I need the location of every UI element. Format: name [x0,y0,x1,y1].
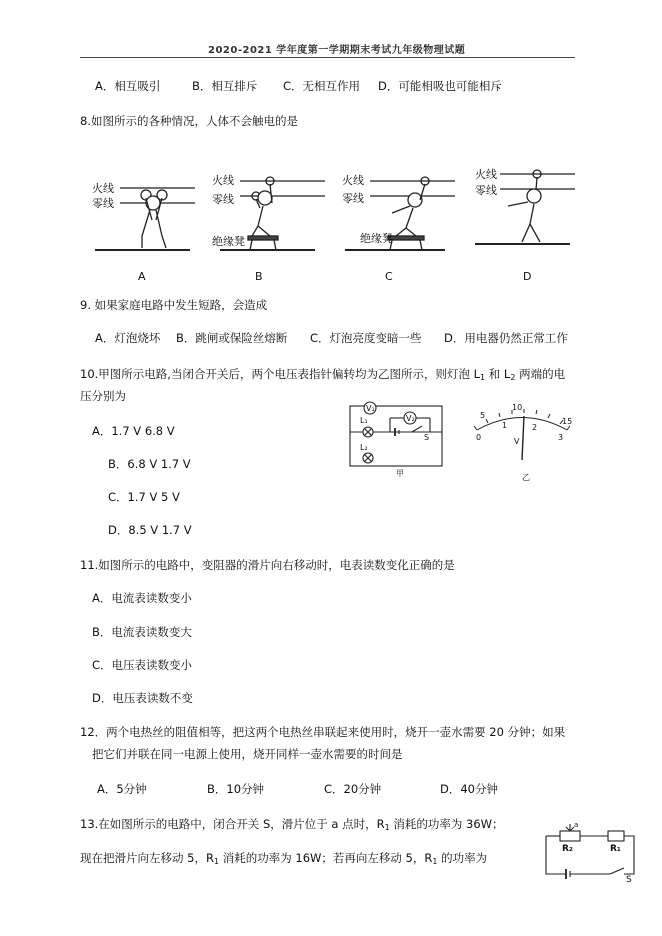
q9-option-a: A．灯泡烧坏 [95,331,161,345]
q10-meter-caption: 乙 [522,473,530,482]
fig-a-neutral-label: 零线 [92,197,114,210]
q7-option-c: C．无相互作用 [283,79,361,93]
q9-option-c: C．灯泡亮度变暗一些 [310,331,422,345]
fig-caption-c: C [385,270,393,283]
q13-r1-label: R₁ [610,844,621,854]
q7-option-d: D．可能相吸也可能相斥 [378,79,502,93]
q13-a-label: a [574,821,579,829]
q7-option-b: B．相互排斥 [192,79,258,93]
q10-l1-label: L₁ [360,416,368,425]
meter-tick-bottom-1: 1 [502,421,508,430]
fig-a-live-label: 火线 [92,182,114,195]
meter-tick-top-1: 10 [512,403,523,412]
q13-r2-label: R₂ [562,844,573,854]
q10-switch-label: S [424,433,430,442]
meter-tick-bottom-3: 3 [558,433,564,442]
meter-tick-bottom-2: 2 [532,423,538,432]
q11-option-a: A．电流表读数变小 [92,591,192,605]
fig-caption-a: A [138,270,146,283]
fig-c-neutral-label: 零线 [342,192,364,205]
q11-option-d: D．电压表读数不变 [92,691,193,705]
q10-option-a: A．1.7 V 6.8 V [92,424,175,438]
q10-stem: 10.甲图所示电路,当闭合开关后，两个电压表指针偏转均为乙图所示，则灯泡 $L_1$ 和 $L_2$ 两端的电 [80,367,566,382]
meter-tick-bottom-0: 0 [476,433,482,442]
header-rule [80,57,575,58]
q9-stem: 9. 如果家庭电路中发生短路，会造成 [80,298,268,312]
q10-circuit-caption: 甲 [396,469,404,478]
q9-option-b: B．跳闸或保险丝熔断 [176,331,288,345]
q9-option-d: D．用电器仍然正常工作 [444,331,568,345]
q11-option-b: B．电流表读数变大 [92,625,192,639]
q10-option-c: C．1.7 V 5 V [108,490,180,504]
fig-b-live-label: 火线 [212,174,234,187]
q10-option-d: D．8.5 V 1.7 V [108,523,192,537]
fig-d-neutral-label: 零线 [475,184,497,197]
q13-circuit-figure [538,818,642,884]
q10-voltmeter-figure [462,400,582,482]
q12-stem-line2: 把它们并联在同一电源上使用，烧开同样一壶水需要的时间是 [92,747,403,761]
page-header: 2020-2021 学年度第一学期期末考试九年级物理试题 [208,45,466,56]
q12-option-b: B．10分钟 [207,782,265,796]
q12-option-d: D．40分钟 [440,782,498,796]
fig-d-live-label: 火线 [475,168,497,181]
q11-option-c: C．电压表读数变小 [92,658,193,672]
fig-b-neutral-label: 零线 [212,193,234,206]
q10-v1-label: V₁ [366,404,375,413]
q10-v2-label: V₂ [406,414,415,423]
q10-stem-line2: 压分别为 [80,389,126,403]
q10-circuit-figure [340,398,450,480]
q13-stem-line1: 13.在如图所示的电路中，闭合开关 S，滑片位于 a 点时，$R_1$ 消耗的功率为 36W； [80,817,504,832]
q8-figure [80,158,580,288]
meter-unit: V [514,437,520,446]
fig-c-live-label: 火线 [342,174,364,187]
q10-option-b: B．6.8 V 1.7 V [108,457,191,471]
q8-stem: 8.如图所示的各种情况，人体不会触电的是 [80,114,298,128]
q10-l2-label: L₂ [360,443,368,452]
q13-stem-line2: 现在把滑片向左移动 5，$R_1$ 消耗的功率为 16W；若再向左移动 5，$R_1$ 的功率为 [80,851,488,866]
q12-stem-line1: 12．两个电热丝的阻值相等，把这两个电热丝串联起来使用时，烧开一壶水需要 20 分钟；如果 [80,725,566,739]
q12-option-c: C．20分钟 [324,782,382,796]
q12-option-a: A．5分钟 [97,782,147,796]
fig-c-stool-label: 绝缘凳 [360,232,393,245]
fig-caption-b: B [255,270,263,283]
fig-b-stool-label: 绝缘凳 [212,235,245,248]
q7-option-a: A．相互吸引 [95,79,161,93]
fig-caption-d: D [523,270,532,283]
meter-tick-top-2: 15 [562,417,573,426]
meter-tick-top-0: 5 [480,411,486,420]
q11-stem: 11.如图所示的电路中，变阻器的滑片向右移动时，电表读数变化正确的是 [80,558,455,572]
q13-switch-label: S [626,875,632,884]
